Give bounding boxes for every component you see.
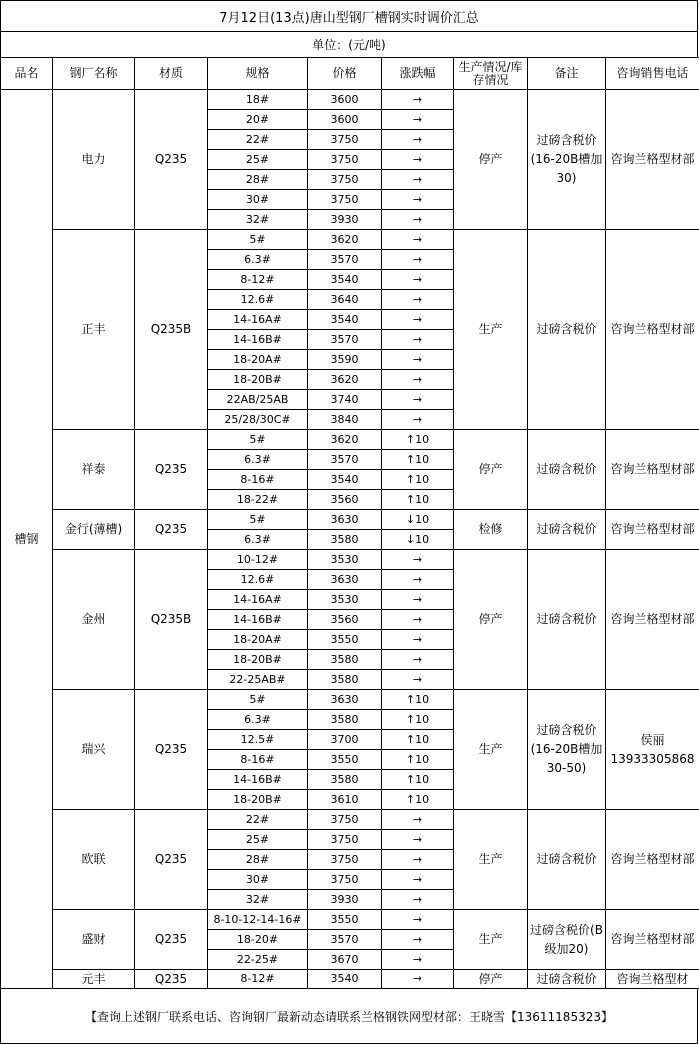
price-cell: 3590 (308, 350, 382, 370)
spec-cell: 5# (208, 430, 308, 450)
price-cell: 3620 (308, 430, 382, 450)
change-cell: ↓10 (382, 510, 454, 530)
price-cell: 3630 (308, 510, 382, 530)
unit-label: 单位：(元/吨) (0, 32, 698, 58)
remark-cell: 过磅含税价(B级加20) (528, 910, 606, 970)
change-cell: → (382, 250, 454, 270)
spec-cell: 18# (208, 90, 308, 110)
spec-cell: 5# (208, 230, 308, 250)
change-cell: → (382, 210, 454, 230)
change-cell: → (382, 290, 454, 310)
price-cell: 3570 (308, 930, 382, 950)
contact-cell: 咨询兰格型材部 (606, 810, 699, 910)
spec-cell: 8-16# (208, 470, 308, 490)
mill-name-cell: 金行(薄槽) (53, 510, 135, 550)
change-cell: → (382, 370, 454, 390)
change-cell: → (382, 110, 454, 130)
change-cell: → (382, 270, 454, 290)
mill-name-cell: 元丰 (53, 970, 135, 989)
header-mill: 钢厂名称 (53, 58, 135, 90)
spec-cell: 18-20# (208, 930, 308, 950)
spec-cell: 14-16B# (208, 330, 308, 350)
change-cell: → (382, 830, 454, 850)
change-cell: ↑10 (382, 730, 454, 750)
material-cell: Q235 (135, 510, 208, 550)
spec-cell: 8-10-12-14-16# (208, 910, 308, 930)
price-cell: 3930 (308, 890, 382, 910)
header-spec: 规格 (208, 58, 308, 90)
material-cell: Q235 (135, 430, 208, 510)
material-cell: Q235 (135, 90, 208, 230)
price-table (0, 57, 699, 989)
mill-name-cell: 祥泰 (53, 430, 135, 510)
spec-cell: 22# (208, 130, 308, 150)
table-body (1, 90, 699, 989)
material-cell: Q235 (135, 810, 208, 910)
table-row (1, 510, 699, 530)
price-cell: 3620 (308, 230, 382, 250)
spec-cell: 18-20B# (208, 370, 308, 390)
change-cell: → (382, 630, 454, 650)
spec-cell: 25# (208, 150, 308, 170)
price-cell: 3570 (308, 330, 382, 350)
price-cell: 3750 (308, 810, 382, 830)
header-price: 价格 (308, 58, 382, 90)
price-cell: 3570 (308, 450, 382, 470)
spec-cell: 12.6# (208, 290, 308, 310)
price-cell: 3930 (308, 210, 382, 230)
remark-cell: 过磅含税价 (528, 810, 606, 910)
spec-cell: 18-20A# (208, 350, 308, 370)
change-cell: ↑10 (382, 690, 454, 710)
spec-cell: 5# (208, 510, 308, 530)
spec-cell: 25/28/30C# (208, 410, 308, 430)
change-cell: ↓10 (382, 530, 454, 550)
spec-cell: 20# (208, 110, 308, 130)
change-cell: → (382, 330, 454, 350)
price-cell: 3750 (308, 170, 382, 190)
spec-cell: 6.3# (208, 530, 308, 550)
price-cell: 3580 (308, 530, 382, 550)
status-cell: 生产 (454, 810, 528, 910)
remark-cell: 过磅含税价 (528, 550, 606, 690)
change-cell: → (382, 130, 454, 150)
mill-name-cell: 盛财 (53, 910, 135, 970)
header-row (1, 58, 699, 90)
spec-cell: 14-16B# (208, 610, 308, 630)
status-cell: 生产 (454, 910, 528, 970)
spec-cell: 28# (208, 850, 308, 870)
contact-cell: 咨询兰格型材 (606, 970, 699, 989)
change-cell: → (382, 670, 454, 690)
spec-cell: 28# (208, 170, 308, 190)
table-row (1, 810, 699, 830)
price-cell: 3580 (308, 670, 382, 690)
table-row (1, 90, 699, 110)
remark-cell: 过磅含税价(16-20B槽加30) (528, 90, 606, 230)
price-cell: 3630 (308, 690, 382, 710)
price-cell: 3840 (308, 410, 382, 430)
header-change: 涨跌幅 (382, 58, 454, 90)
change-cell: → (382, 170, 454, 190)
header-material: 材质 (135, 58, 208, 90)
change-cell: → (382, 570, 454, 590)
price-cell: 3580 (308, 710, 382, 730)
spec-cell: 8-16# (208, 750, 308, 770)
price-cell: 3750 (308, 830, 382, 850)
status-cell: 停产 (454, 430, 528, 510)
price-cell: 3750 (308, 150, 382, 170)
change-cell: → (382, 610, 454, 630)
change-cell: ↑10 (382, 450, 454, 470)
spec-cell: 8-12# (208, 970, 308, 989)
price-cell: 3570 (308, 250, 382, 270)
header-product: 品名 (1, 58, 53, 90)
spec-cell: 18-20B# (208, 650, 308, 670)
price-cell: 3670 (308, 950, 382, 970)
spec-cell: 12.6# (208, 570, 308, 590)
table-row (1, 230, 699, 250)
price-cell: 3640 (308, 290, 382, 310)
change-cell: → (382, 970, 454, 989)
price-cell: 3600 (308, 110, 382, 130)
header-contact: 咨询销售电话 (606, 58, 699, 90)
price-cell: 3540 (308, 970, 382, 989)
contact-cell: 咨询兰格型材部 (606, 550, 699, 690)
change-cell: ↑10 (382, 750, 454, 770)
price-cell: 3550 (308, 630, 382, 650)
price-cell: 3600 (308, 90, 382, 110)
change-cell: ↑10 (382, 470, 454, 490)
spec-cell: 8-12# (208, 270, 308, 290)
spec-cell: 10-12# (208, 550, 308, 570)
change-cell: ↑10 (382, 710, 454, 730)
price-cell: 3540 (308, 310, 382, 330)
spec-cell: 6.3# (208, 710, 308, 730)
price-cell: 3610 (308, 790, 382, 810)
price-cell: 3530 (308, 550, 382, 570)
price-cell: 3540 (308, 470, 382, 490)
product-name-cell: 槽钢 (1, 90, 53, 989)
spec-cell: 14-16A# (208, 590, 308, 610)
spec-cell: 22-25AB# (208, 670, 308, 690)
contact-cell: 咨询兰格型材部 (606, 510, 699, 550)
change-cell: → (382, 410, 454, 430)
change-cell: ↑10 (382, 790, 454, 810)
status-cell: 检修 (454, 510, 528, 550)
remark-cell: 过磅含税价 (528, 510, 606, 550)
price-cell: 3560 (308, 490, 382, 510)
header-remark: 备注 (528, 58, 606, 90)
change-cell: → (382, 590, 454, 610)
price-cell: 3630 (308, 570, 382, 590)
status-cell: 停产 (454, 550, 528, 690)
mill-name-cell: 电力 (53, 90, 135, 230)
change-cell: → (382, 550, 454, 570)
price-cell: 3550 (308, 910, 382, 930)
price-cell: 3560 (308, 610, 382, 630)
mill-name-cell: 正丰 (53, 230, 135, 430)
header-status: 生产情况/库存情况 (454, 58, 528, 90)
change-cell: → (382, 310, 454, 330)
change-cell: → (382, 190, 454, 210)
price-cell: 3530 (308, 590, 382, 610)
spec-cell: 32# (208, 890, 308, 910)
spec-cell: 12.5# (208, 730, 308, 750)
spec-cell: 22-25# (208, 950, 308, 970)
spec-cell: 32# (208, 210, 308, 230)
price-cell: 3580 (308, 650, 382, 670)
spec-cell: 6.3# (208, 250, 308, 270)
material-cell: Q235 (135, 690, 208, 810)
price-cell: 3740 (308, 390, 382, 410)
price-cell: 3750 (308, 130, 382, 150)
spec-cell: 14-16B# (208, 770, 308, 790)
table-row (1, 430, 699, 450)
price-cell: 3620 (308, 370, 382, 390)
change-cell: ↑10 (382, 430, 454, 450)
change-cell: → (382, 90, 454, 110)
status-cell: 生产 (454, 230, 528, 430)
change-cell: → (382, 230, 454, 250)
remark-cell: 过磅含税价(16-20B槽加30-50) (528, 690, 606, 810)
remark-cell: 过磅含税价 (528, 230, 606, 430)
footer-note: 【查询上述钢厂联系电话、咨询钢厂最新动态请联系兰格钢铁网型材部：王晓雪【13611185323】 (0, 988, 698, 1044)
status-cell: 停产 (454, 90, 528, 230)
change-cell: → (382, 890, 454, 910)
contact-cell: 咨询兰格型材部 (606, 430, 699, 510)
mill-name-cell: 欧联 (53, 810, 135, 910)
price-cell: 3750 (308, 870, 382, 890)
table-row (1, 970, 699, 989)
change-cell: → (382, 810, 454, 830)
change-cell: → (382, 930, 454, 950)
change-cell: → (382, 150, 454, 170)
material-cell: Q235B (135, 550, 208, 690)
change-cell: ↑10 (382, 490, 454, 510)
table-row (1, 690, 699, 710)
change-cell: ↑10 (382, 770, 454, 790)
contact-cell: 咨询兰格型材部 (606, 230, 699, 430)
price-cell: 3700 (308, 730, 382, 750)
price-cell: 3750 (308, 190, 382, 210)
change-cell: → (382, 850, 454, 870)
table-row (1, 910, 699, 930)
change-cell: → (382, 650, 454, 670)
remark-cell: 过磅含税价 (528, 970, 606, 989)
status-cell: 停产 (454, 970, 528, 989)
spec-cell: 22# (208, 810, 308, 830)
spec-cell: 6.3# (208, 450, 308, 470)
change-cell: → (382, 870, 454, 890)
contact-cell: 咨询兰格型材部 (606, 90, 699, 230)
contact-cell: 侯丽 13933305868 (606, 690, 699, 810)
spec-cell: 18-22# (208, 490, 308, 510)
change-cell: → (382, 350, 454, 370)
price-cell: 3550 (308, 750, 382, 770)
spec-cell: 18-20A# (208, 630, 308, 650)
spec-cell: 14-16A# (208, 310, 308, 330)
page-title: 7月12日(13点)唐山型钢厂槽钢实时调价汇总 (0, 0, 698, 32)
spec-cell: 5# (208, 690, 308, 710)
status-cell: 生产 (454, 690, 528, 810)
table-row (1, 550, 699, 570)
spec-cell: 25# (208, 830, 308, 850)
price-cell: 3750 (308, 850, 382, 870)
material-cell: Q235 (135, 970, 208, 989)
contact-cell: 咨询兰格型材部 (606, 910, 699, 970)
mill-name-cell: 瑞兴 (53, 690, 135, 810)
mill-name-cell: 金州 (53, 550, 135, 690)
material-cell: Q235 (135, 910, 208, 970)
spec-cell: 30# (208, 190, 308, 210)
spec-cell: 22AB/25AB (208, 390, 308, 410)
price-cell: 3540 (308, 270, 382, 290)
change-cell: → (382, 950, 454, 970)
price-cell: 3580 (308, 770, 382, 790)
change-cell: → (382, 910, 454, 930)
change-cell: → (382, 390, 454, 410)
spec-cell: 18-20B# (208, 790, 308, 810)
material-cell: Q235B (135, 230, 208, 430)
remark-cell: 过磅含税价 (528, 430, 606, 510)
spec-cell: 30# (208, 870, 308, 890)
